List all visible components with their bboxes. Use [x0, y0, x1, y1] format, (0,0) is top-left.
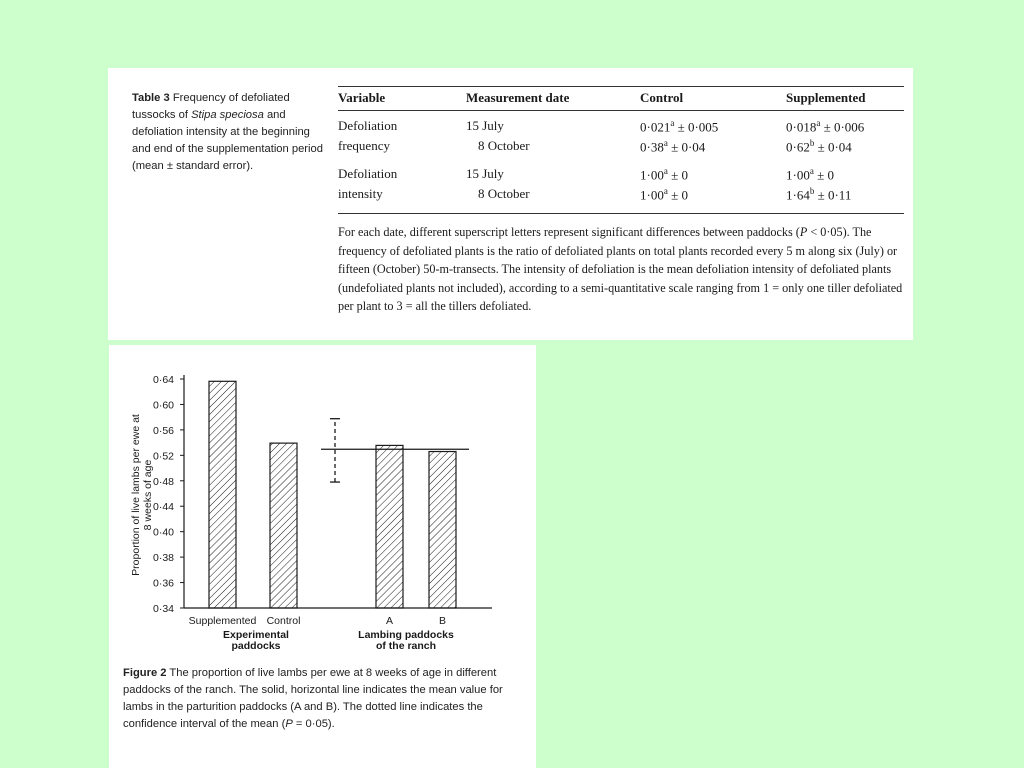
- cell-control-part: ± 0·04: [667, 139, 706, 155]
- cell-supplemented-part: ± 0: [813, 167, 834, 183]
- cell-date: [466, 118, 504, 134]
- table-caption-species: Stipa speciosa: [191, 109, 264, 121]
- table-top-rule: [338, 86, 904, 87]
- table-footnote: [338, 223, 908, 316]
- cell-date: [478, 186, 530, 202]
- cell-supplemented-part: 0·018: [786, 119, 817, 135]
- cell-control: [640, 118, 718, 135]
- cell-supplemented: [786, 166, 834, 183]
- cell-variable: [338, 166, 397, 182]
- x-tick-label: Supplemented: [188, 615, 257, 627]
- x-tick-label: B: [438, 615, 447, 627]
- cell-variable: [338, 186, 383, 202]
- y-tick-label: 0·60: [153, 399, 175, 412]
- table-header-rule: [338, 110, 904, 111]
- y-axis-label-line: 8 weeks of age: [142, 459, 154, 531]
- y-tick-label: 0·44: [153, 501, 175, 514]
- group-label: of the ranch: [375, 640, 437, 652]
- cell-date-part: 15 July: [466, 166, 504, 181]
- bar-chart: [109, 345, 536, 665]
- y-tick-label: 0·38: [153, 552, 175, 565]
- cell-date-part: 8 October: [478, 138, 530, 153]
- cell-supplemented-part: a: [816, 118, 821, 128]
- cell-date: [478, 138, 530, 154]
- figure-caption: [123, 665, 518, 733]
- cell-supplemented-part: 0·62: [786, 139, 810, 155]
- cell-control: [640, 186, 688, 203]
- cell-control-part: a: [663, 138, 668, 148]
- cell-supplemented: [786, 118, 864, 135]
- cell-supplemented-part: a: [809, 166, 814, 176]
- bar-supplemented: [209, 381, 236, 608]
- cell-supplemented-part: 1·64: [786, 187, 810, 203]
- cell-control-part: 0·021: [640, 119, 671, 135]
- y-tick-label: 0·40: [153, 526, 175, 539]
- cell-date-part: 8 October: [478, 186, 530, 201]
- table-bottom-rule: [338, 213, 904, 214]
- group-label: Experimental: [223, 629, 289, 641]
- cell-supplemented-part: ± 0·11: [814, 187, 852, 203]
- cell-supplemented-part: b: [809, 138, 815, 148]
- table-footnote-text-1: For each date, different superscript letters represent significant differences between paddocks (: [338, 225, 800, 239]
- y-tick-label: 0·64: [153, 374, 175, 386]
- table-caption-label: Table 3: [132, 92, 170, 104]
- cell-variable-part: frequency: [338, 138, 390, 153]
- cell-control-part: ± 0·005: [674, 119, 719, 135]
- cell-control-part: a: [670, 118, 675, 128]
- cell-date: [466, 166, 504, 182]
- bar-b: [429, 452, 456, 608]
- figure-caption-text-1: The proportion of live lambs per ewe at 8 weeks of age in different paddocks of the ranch. The solid, horizontal line indicates the mean value for lambs in the parturition paddocks (A and B). The dotted line indicates the confidence interval of the mean (: [123, 667, 503, 730]
- cell-control-part: 1·00: [640, 167, 664, 183]
- y-tick-label: 0·52: [153, 450, 175, 463]
- cell-date-part: 15 July: [466, 118, 504, 133]
- cell-control-part: a: [663, 166, 668, 176]
- y-tick-label: 0·48: [153, 475, 175, 488]
- cell-supplemented-part: ± 0·006: [820, 119, 865, 135]
- y-axis-label: [130, 414, 154, 576]
- cell-variable: [338, 138, 390, 154]
- cell-control-part: ± 0: [667, 187, 688, 203]
- cell-supplemented-part: b: [809, 186, 815, 196]
- table-panel: [108, 68, 913, 340]
- cell-supplemented: [786, 186, 851, 203]
- figure-panel: [109, 345, 536, 768]
- cell-control-part: a: [663, 186, 668, 196]
- cell-control: [640, 138, 705, 155]
- header-control: Control: [640, 90, 684, 105]
- cell-control: [640, 166, 688, 183]
- table-caption-text-1: Frequency of defoliated tussocks of: [132, 92, 290, 121]
- x-tick-label: Control: [266, 615, 301, 627]
- group-label: Lambing paddocks: [358, 629, 454, 641]
- figure-caption-p: P: [285, 718, 293, 730]
- bar-a: [376, 445, 403, 608]
- header-supplemented: Supplemented: [786, 90, 866, 105]
- header-variable: Variable: [338, 90, 386, 105]
- cell-supplemented: [786, 138, 852, 155]
- bar-control: [270, 443, 297, 608]
- group-label: paddocks: [231, 640, 281, 652]
- figure-caption-text-2: = 0·05).: [292, 718, 335, 730]
- cell-variable-part: intensity: [338, 186, 383, 201]
- cell-supplemented-part: ± 0·04: [814, 139, 852, 155]
- header-measurement-date: Measurement date: [466, 90, 570, 105]
- figure-caption-label: Figure 2: [123, 667, 167, 679]
- cell-control-part: 0·38: [640, 139, 664, 155]
- y-tick-label: 0·56: [153, 424, 175, 437]
- cell-control-part: 1·00: [640, 187, 664, 203]
- cell-supplemented-part: 1·00: [786, 167, 810, 183]
- cell-variable-part: Defoliation: [338, 166, 398, 181]
- y-tick-label: 0·34: [153, 603, 175, 615]
- cell-control-part: ± 0: [667, 167, 688, 183]
- y-tick-label: 0·36: [153, 577, 175, 590]
- table-caption: [132, 90, 327, 175]
- table-footnote-p: P: [799, 225, 808, 239]
- table-caption-text-2: and defoliation intensity at the beginning and end of the supplementation period (mean ± standard error).: [132, 109, 323, 172]
- y-axis-label-line: Proportion of live lambs per ewe at: [130, 414, 142, 576]
- cell-variable: [338, 118, 397, 134]
- x-tick-label: A: [385, 615, 394, 627]
- cell-variable-part: Defoliation: [338, 118, 398, 133]
- table-footnote-text-2: < 0·05). The frequency of defoliated plants is the ratio of defoliated plants on total plants recorded every 5 m along six (July) or fifteen (October) 50-m-transects. The intensity of defoliation is the mean defoliation intensity of defoliated plants (undefoliated plants not included), according to a semi-quantitative scale ranging from 1 = only one tiller defoliated per plant to 3 = all the tillers defoliated.: [338, 225, 903, 313]
